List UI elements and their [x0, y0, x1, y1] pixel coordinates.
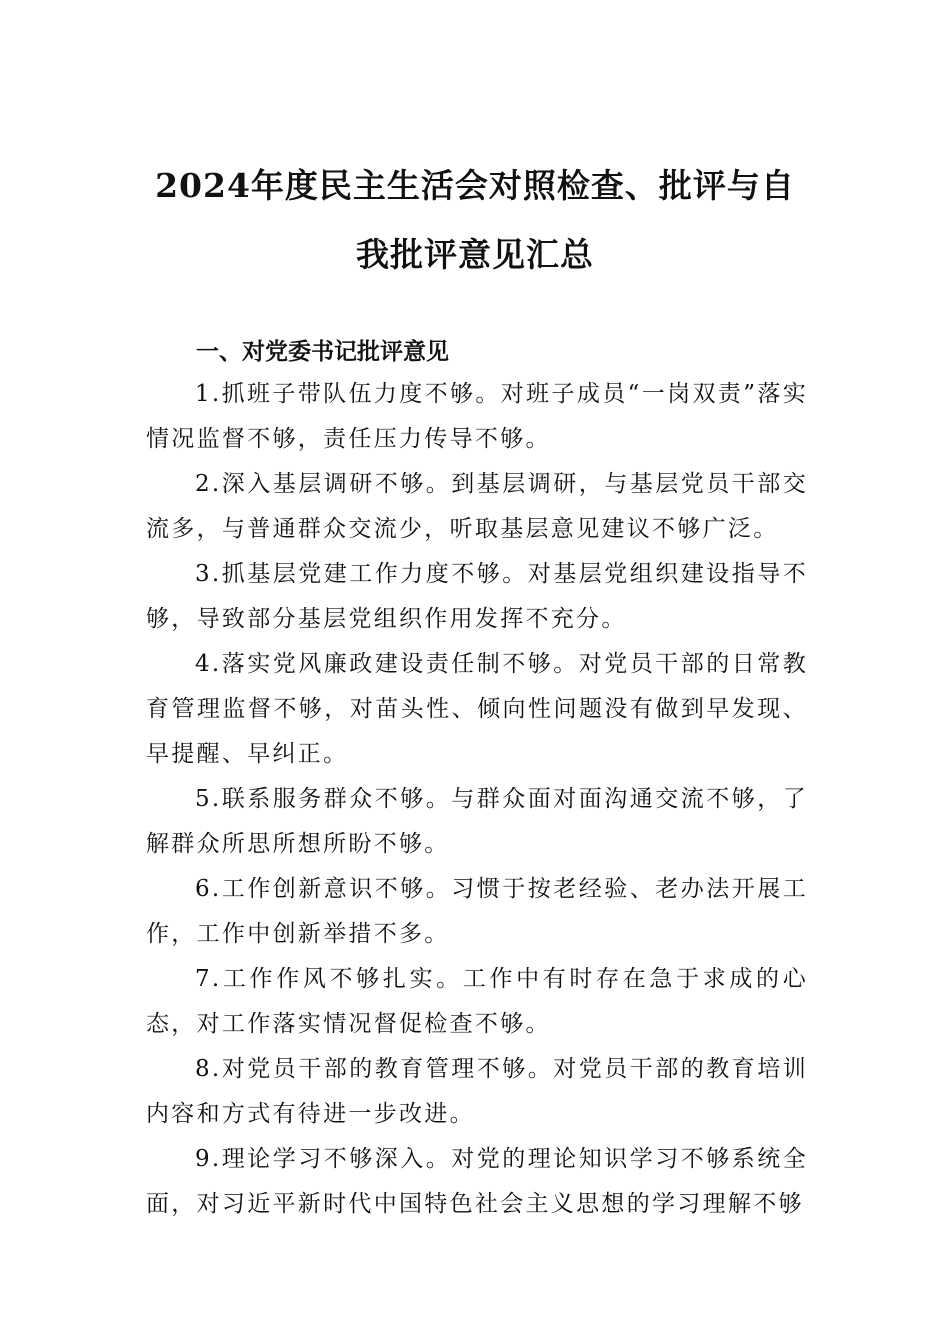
- list-item: 3.抓基层党建工作力度不够。对基层党组织建设指导不够，导致部分基层党组织作用发挥不充分。: [146, 561, 808, 632]
- list-item: 7.工作作风不够扎实。工作中有时存在急于求成的心态，对工作落实情况督促检查不够。: [146, 966, 808, 1037]
- document-body: [146, 372, 808, 1227]
- list-item: 5.联系服务群众不够。与群众面对面沟通交流不够，了解群众所思所想所盼不够。: [146, 786, 808, 857]
- list-item: 9.理论学习不够深入。对党的理论知识学习不够系统全面，对习近平新时代中国特色社会主义思想的学习理解不够: [146, 1146, 808, 1217]
- section-heading: 一、对党委书记批评意见: [196, 338, 449, 365]
- list-item: 6.工作创新意识不够。习惯于按老经验、老办法开展工作，工作中创新举措不多。: [146, 876, 808, 947]
- document-title-line-1: 2024年度民主生活会对照检查、批评与自: [155, 166, 795, 205]
- list-item: 2.深入基层调研不够。到基层调研，与基层党员干部交流多，与普通群众交流少，听取基层意见建议不够广泛。: [146, 471, 808, 542]
- list-item: 4.落实党风廉政建设责任制不够。对党员干部的日常教育管理监督不够，对苗头性、倾向性问题没有做到早发现、早提醒、早纠正。: [146, 651, 808, 767]
- list-item: 1.抓班子带队伍力度不够。对班子成员“一岗双责”落实情况监督不够，责任压力传导不够。: [146, 381, 808, 452]
- document-title-line-2: 我批评意见汇总: [356, 235, 594, 274]
- list-item: 8.对党员干部的教育管理不够。对党员干部的教育培训内容和方式有待进一步改进。: [146, 1056, 808, 1127]
